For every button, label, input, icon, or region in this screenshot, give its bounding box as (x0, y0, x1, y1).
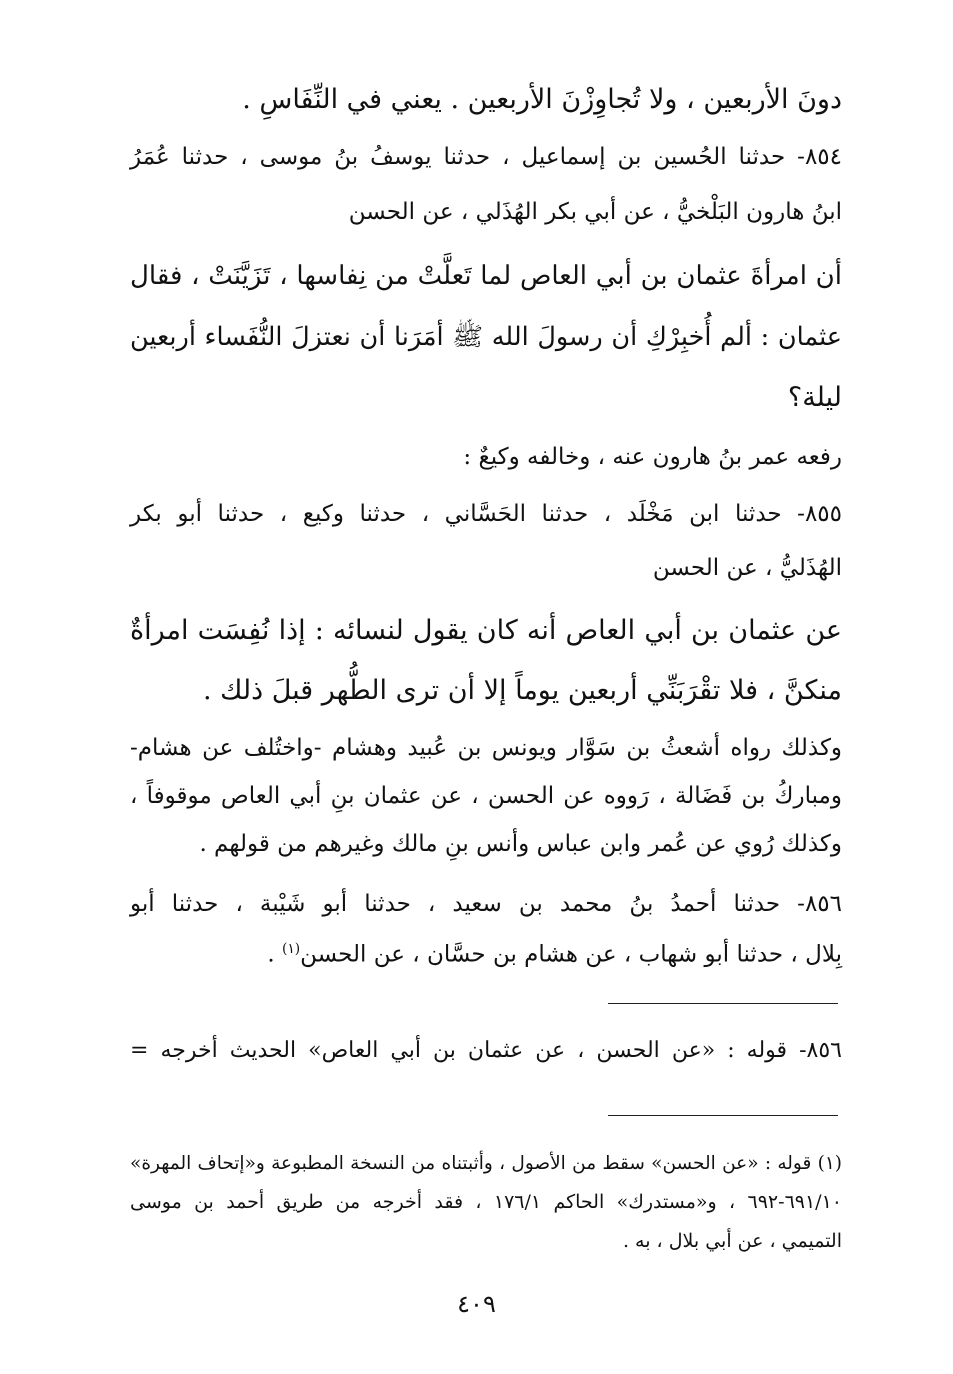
footnote-line: ٦٩١/١٠-٦٩٢ ، و«مستدرك» الحاكم ١٧٦/١ ، فقد أخرجه من طريق أحمد بن موسى (130, 1191, 842, 1213)
footnote-line: (١) قوله : «عن الحسن» سقط من الأصول ، وأثبتناه من النسخة المطبوعة و«إتحاف المهرة» (130, 1153, 842, 1174)
text-line: الهُذَليُّ ، عن الحسن (652, 555, 842, 581)
text-line: منكنَّ ، فلا تقْرَبَنِّي أربعين يوماً إلا أن ترى الطُّهر قبلَ ذلك . (202, 675, 842, 706)
text-line: ليلة؟ (787, 382, 842, 413)
text-line: دونَ الأربعين ، ولا تُجاوِزْنَ الأربعين . يعني في النِّفَاسِ . (242, 84, 842, 115)
line-end: . (267, 941, 282, 968)
text-line-body: بِلال ، حدثنا أبو شهاب ، عن هشام بن حسَّان ، عن الحسن (300, 941, 842, 968)
separator-rule (608, 1115, 838, 1116)
text-line: ٨٥٦- حدثنا أحمدُ بنُ محمد بن سعيد ، حدثنا أبو شَيْبة ، حدثنا أبو (130, 891, 842, 917)
text-line: وكذلك رُوي عن عُمر وابن عباس وأنس بنِ مالك وغيرهم من قولهم . (199, 831, 842, 857)
text-line: ومباركُ بن فَضَالة ، رَووه عن الحسن ، عن عثمان بنِ أبي العاص موقوفاً ، (130, 783, 842, 809)
commentary-line: ٨٥٦- قوله : «عن الحسن ، عن عثمان بن أبي العاص» الحديث أخرجه = (130, 1038, 842, 1063)
text-line: عثمان : ألم أُخبِرْكِ أن رسولَ الله ﷺ أمَرَنا أن نعتزلَ النُّفَساء أربعين (130, 322, 842, 352)
footnote-reference: (١) (281, 941, 301, 957)
text-line: ابنُ هارون البَلْخيُّ ، عن أبي بكر الهُذَلي ، عن الحسن (348, 199, 842, 225)
text-line: ٨٥٥- حدثنا ابن مَخْلَد ، حدثنا الحَسَّاني ، حدثنا وكيع ، حدثنا أبو بكر (130, 501, 842, 527)
separator-rule (608, 1003, 838, 1004)
text-line: وكذلك رواه أشعثُ بن سَوَّار ويونس بن عُبيد وهشام -واختُلف عن هشام- (130, 735, 842, 761)
text-line: عن عثمان بن أبي العاص أنه كان يقول لنسائه : إذا نُفِسَت امرأةٌ (130, 615, 842, 646)
page-number: ٤٠٩ (457, 1290, 496, 1318)
text-line: ٨٥٤- حدثنا الحُسين بن إسماعيل ، حدثنا يوسفُ بنُ موسى ، حدثنا عُمَرُ (130, 144, 842, 170)
footnote-line: التميمي ، عن أبي بلال ، به . (622, 1230, 842, 1252)
text-line (130, 943, 842, 967)
text-line: أن امرأةَ عثمان بن أبي العاص لما تَعلَّتْ من نِفاسها ، تَزَيَّنَتْ ، فقال (130, 261, 842, 291)
text-line: رفعه عمر بنُ هارون عنه ، وخالفه وكيعٌ : (463, 444, 842, 470)
